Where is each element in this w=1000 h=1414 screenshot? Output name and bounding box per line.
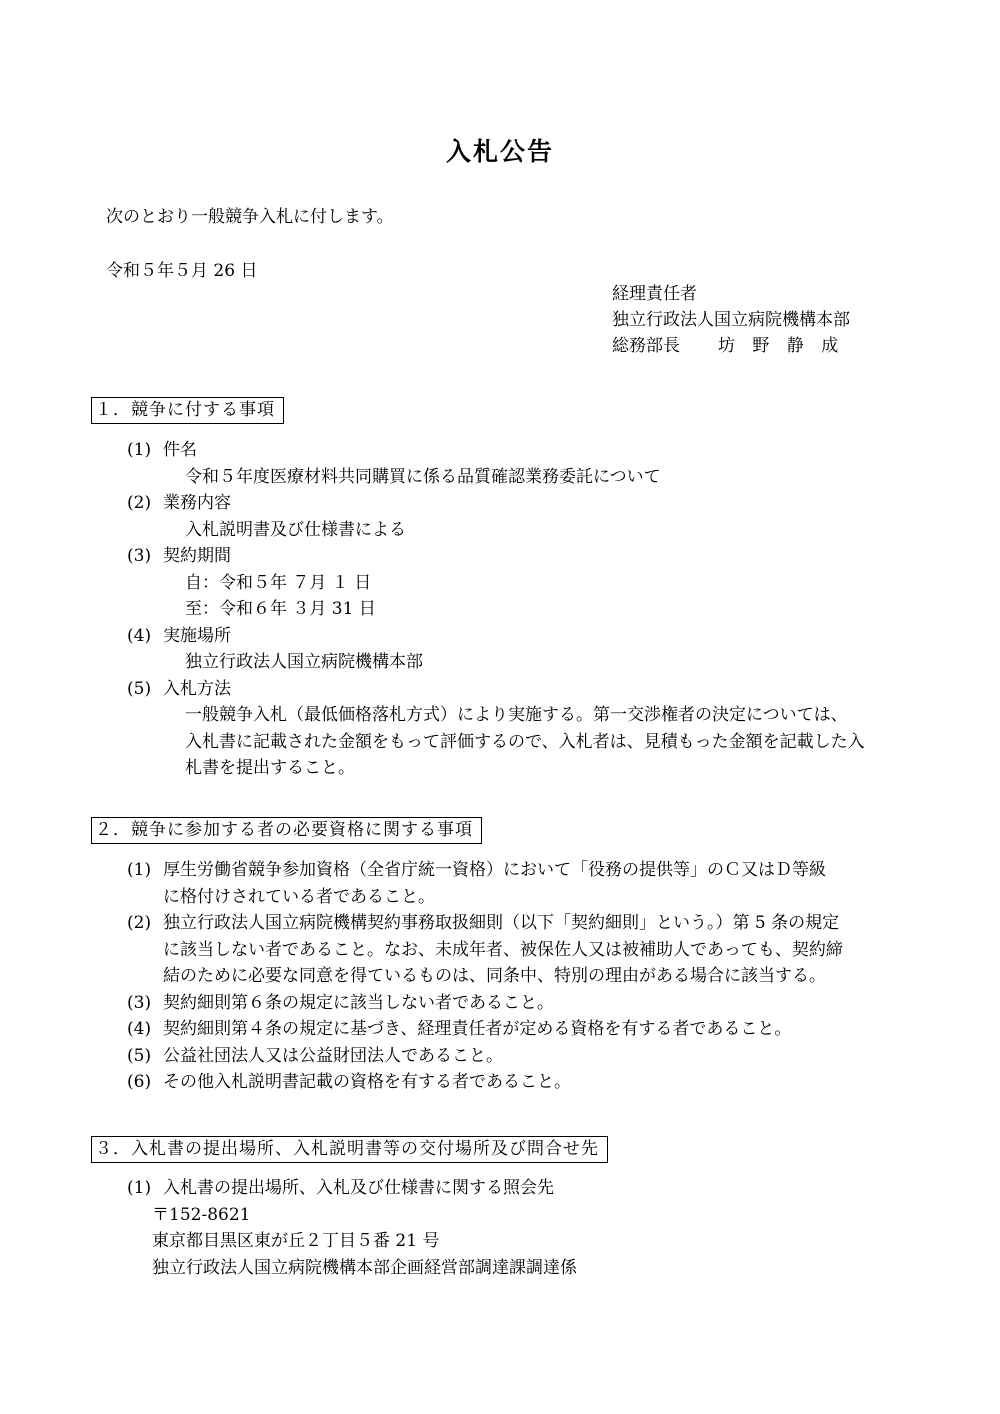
item-line: に格付けされている者であること。 bbox=[163, 886, 435, 907]
list-item bbox=[127, 437, 865, 490]
address-block bbox=[127, 1202, 577, 1282]
item-line: 契約細則第６条の規定に該当しない者であること。 bbox=[163, 992, 554, 1013]
signatory-block bbox=[612, 281, 850, 359]
item-line: 結のために必要な同意を得ているものは、同条中、特別の理由がある場合に該当する。 bbox=[163, 966, 826, 986]
postal-code: 〒152-8621 bbox=[152, 1204, 251, 1225]
item-line: 入札説明書及び仕様書による bbox=[185, 519, 406, 540]
item-number: (5) bbox=[127, 678, 152, 699]
list-item bbox=[127, 676, 865, 782]
section3-heading: ３．入札書の提出場所、入札説明書等の交付場所及び問合せ先 bbox=[91, 1136, 608, 1163]
item-number: (3) bbox=[127, 546, 152, 566]
item-label: 業務内容 bbox=[163, 493, 231, 513]
list-item bbox=[127, 1016, 843, 1043]
item-number: (1) bbox=[127, 1178, 152, 1198]
section3-body bbox=[127, 1175, 577, 1281]
item-line: 入札書に記載された金額をもって評価するので、入札者は、見積もった金額を記載した入 bbox=[185, 731, 865, 752]
item-line: 独立行政法人国立病院機構契約事務取扱細則（以下「契約細則」という。）第 5 条の規定 bbox=[163, 913, 840, 933]
signatory-name: 坊 野 静 成 bbox=[718, 336, 845, 356]
item-label: 契約期間 bbox=[163, 546, 231, 566]
item-line: 独立行政法人国立病院機構本部 bbox=[185, 652, 423, 672]
item-line: その他入札説明書記載の資格を有する者であること。 bbox=[163, 1072, 571, 1092]
intro-text: 次のとおり一般競争入札に付します。 bbox=[106, 207, 394, 227]
item-number: (4) bbox=[127, 1019, 152, 1039]
item-line: 一般競争入札（最低価格落札方式）により実施する。第一交渉権者の決定については、 bbox=[185, 705, 848, 725]
item-number: (1) bbox=[127, 860, 152, 880]
list-item bbox=[127, 1043, 843, 1070]
item-line: 札書を提出すること。 bbox=[185, 758, 355, 778]
item-label: 実施場所 bbox=[163, 625, 231, 646]
page-title: 入札公告 bbox=[445, 137, 554, 166]
list-item bbox=[127, 1175, 577, 1202]
section1-heading: １．競争に付する事項 bbox=[91, 397, 284, 424]
item-number: (3) bbox=[127, 992, 152, 1013]
item-number: (2) bbox=[127, 913, 152, 933]
list-item bbox=[127, 1069, 843, 1096]
list-item bbox=[127, 543, 865, 623]
contact-office: 独立行政法人国立病院機構本部企画経営部調達課調達係 bbox=[152, 1257, 577, 1278]
notice-date: 令和５年５月 26 日 bbox=[106, 261, 258, 281]
signatory-org: 独立行政法人国立病院機構本部 bbox=[612, 310, 850, 330]
item-line: 至：令和６年 ３月 31 日 bbox=[185, 599, 376, 619]
item-number: (2) bbox=[127, 493, 152, 513]
item-line: 厚生労働省競争参加資格（全省庁統一資格）において「役務の提供等」のＣ又はＤ等級 bbox=[163, 860, 826, 880]
item-line: 契約細則第４条の規定に基づき、経理責任者が定める資格を有する者であること。 bbox=[163, 1019, 792, 1039]
signatory-title-line bbox=[612, 333, 850, 359]
item-line: 令和５年度医療材料共同購買に係る品質確認業務委託について bbox=[185, 466, 661, 487]
section1-body bbox=[127, 437, 865, 782]
item-number: (4) bbox=[127, 625, 152, 646]
item-number: (5) bbox=[127, 1045, 152, 1066]
section2-body bbox=[127, 857, 843, 1096]
signatory-dept: 総務部長 bbox=[612, 336, 680, 356]
signatory-role: 経理責任者 bbox=[612, 284, 697, 304]
item-label: 入札書の提出場所、入札及び仕様書に関する照会先 bbox=[163, 1178, 554, 1198]
item-number: (1) bbox=[127, 440, 152, 460]
item-line: に該当しない者であること。なお、未成年者、被保佐人又は被補助人であっても、契約締 bbox=[163, 939, 843, 960]
item-label: 件名 bbox=[163, 440, 197, 460]
item-line: 自：令和５年 ７月 １ 日 bbox=[185, 572, 372, 593]
item-number: (6) bbox=[127, 1072, 152, 1092]
list-item bbox=[127, 857, 843, 910]
item-label: 入札方法 bbox=[163, 678, 231, 699]
list-item bbox=[127, 490, 865, 543]
address-line: 東京都目黒区東が丘２丁目５番 21 号 bbox=[152, 1231, 440, 1251]
list-item bbox=[127, 910, 843, 990]
item-line: 公益社団法人又は公益財団法人であること。 bbox=[163, 1045, 503, 1066]
list-item bbox=[127, 623, 865, 676]
list-item bbox=[127, 990, 843, 1017]
section2-heading: ２．競争に参加する者の必要資格に関する事項 bbox=[91, 817, 482, 844]
